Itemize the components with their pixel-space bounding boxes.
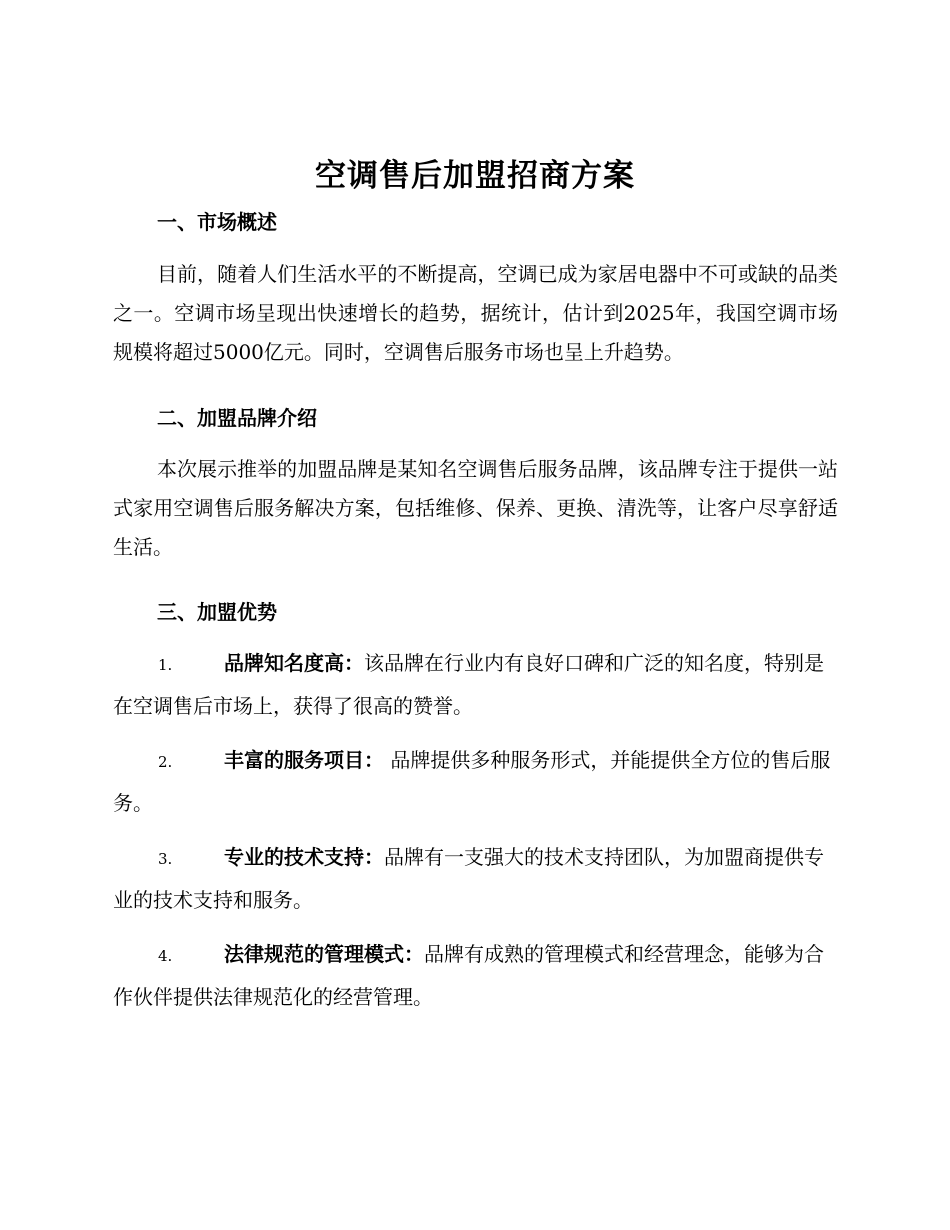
advantage-keyword: 专业的技术支持： (224, 845, 384, 869)
advantage-item (113, 934, 838, 1018)
advantage-text: 品牌提供多种服务形式，并能提供全方位的售后服务。 (113, 748, 831, 815)
advantage-text: 该品牌在行业内有良好口碑和广泛的知名度，特别是在空调售后市场上，获得了很高的赞誉。 (113, 651, 824, 718)
section-heading-brand: 二、加盟品牌介绍 (157, 406, 317, 430)
advantage-text: 品牌有成熟的管理模式和经营理念，能够为合作伙伴提供法律规范化的经营管理。 (113, 942, 824, 1009)
advantage-number: 3. (158, 850, 173, 868)
section-body-brand: 本次展示推举的加盟品牌是某知名空调售后服务品牌，该品牌专注于提供一站式家用空调售后服务解决方案，包括维修、保养、更换、清洗等，让客户尽享舒适生活。 (113, 457, 838, 559)
advantage-item (113, 740, 838, 824)
advantage-keyword: 丰富的服务项目： (224, 748, 384, 772)
advantage-text: 品牌有一支强大的技术支持团队，为加盟商提供专业的技术支持和服务。 (113, 845, 824, 912)
advantage-number: 1. (158, 656, 173, 674)
document-title: 空调售后加盟招商方案 (315, 158, 635, 194)
advantage-number: 2. (158, 753, 173, 771)
section-body-market: 目前，随着人们生活水平的不断提高，空调已成为家居电器中不可或缺的品类之一。空调市场呈现出快速增长的趋势，据统计，估计到2025年，我国空调市场规模将超过5000亿元。同时，空调售后服务市场也呈上升趋势。 (113, 262, 838, 364)
advantage-keyword: 法律规范的管理模式： (224, 942, 424, 966)
section-heading-market: 一、市场概述 (157, 210, 277, 234)
advantage-number: 4. (158, 947, 173, 965)
advantage-item (113, 643, 838, 727)
advantage-keyword: 品牌知名度高： (224, 651, 364, 675)
section-heading-advantages: 三、加盟优势 (157, 600, 277, 624)
advantage-item (113, 837, 838, 921)
